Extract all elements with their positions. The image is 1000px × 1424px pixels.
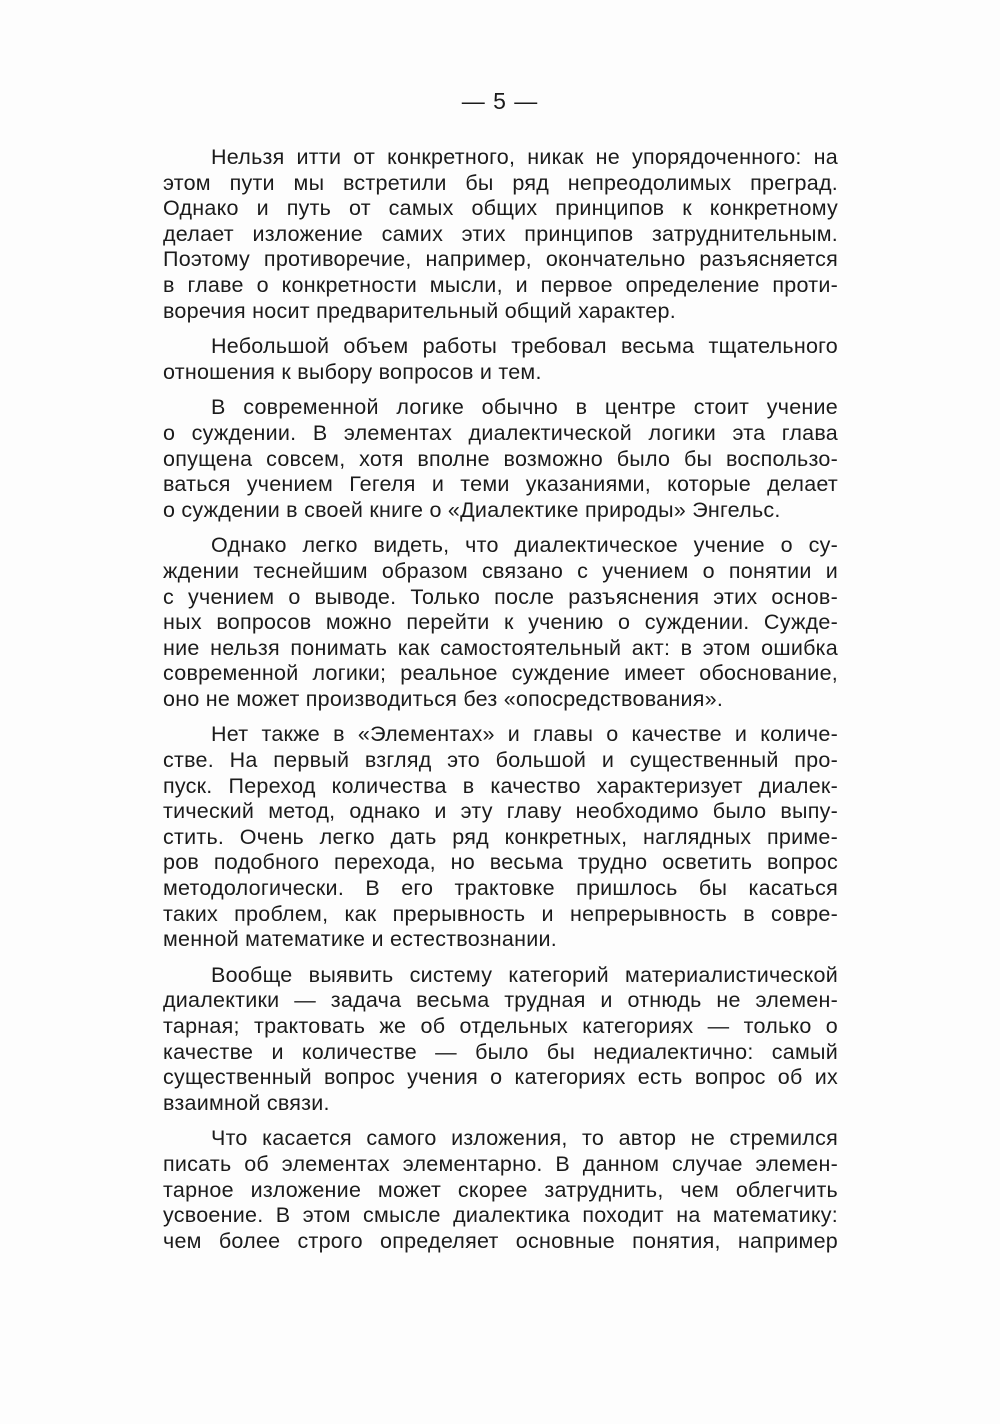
paragraph bbox=[163, 145, 838, 324]
page-number: — 5 — bbox=[461, 88, 539, 114]
text-line: пуск. Переход количества в качество характеризует диалек- bbox=[163, 773, 838, 798]
text-line: о суждении. В элементах диалектической логики эта глава bbox=[163, 420, 838, 445]
text-line: опущена совсем, хотя вполне возможно было бы воспользо- bbox=[163, 446, 838, 471]
text-line: отношения к выбору вопросов и тем. bbox=[163, 359, 542, 384]
paragraph-gap bbox=[163, 324, 838, 334]
text-line: Вообще выявить систему категорий материалистической bbox=[211, 962, 838, 987]
paragraph-gap bbox=[163, 385, 838, 395]
text-line: стить. Очень легко дать ряд конкретных, наглядных приме- bbox=[163, 824, 838, 849]
text-line: писать об элементах элементарно. В данном случае элемен- bbox=[163, 1151, 838, 1176]
paragraph bbox=[163, 334, 838, 385]
paragraph-gap bbox=[163, 953, 838, 963]
text-line: Нельзя итти от конкретного, никак не упорядоченного: на bbox=[211, 145, 838, 169]
paragraph bbox=[163, 395, 838, 523]
text-line: тарная; трактовать же об отдельных категориях — только о bbox=[163, 1014, 838, 1038]
text-line: взаимной связи. bbox=[163, 1090, 330, 1115]
text-line: таких проблем, как прерывность и непрерывность в совре- bbox=[163, 901, 838, 926]
paragraph bbox=[163, 1126, 838, 1254]
text-line: тарное изложение может скорее затруднить, чем облегчить bbox=[163, 1177, 838, 1202]
text-line: Нет также в «Элементах» и главы о качестве и количе- bbox=[211, 722, 838, 747]
text-line: современной логики; реальное суждение имеет обоснование, bbox=[163, 661, 838, 686]
text-line: чем более строго определяет основные понятия, например bbox=[163, 1228, 838, 1253]
text-line: делает изложение самих этих принципов затруднительным. bbox=[163, 221, 838, 246]
paragraph-gap bbox=[163, 523, 838, 533]
text-line: с учением о выводе. Только после разъяснения этих основ- bbox=[163, 584, 838, 609]
paragraph bbox=[163, 533, 838, 712]
text-line: ров подобного перехода, но весьма трудно осветить вопрос bbox=[163, 850, 838, 875]
body-text bbox=[163, 145, 838, 1254]
text-line: В современной логике обычно в центре стоит учение bbox=[211, 395, 838, 420]
text-line: Однако и путь от самых общих принципов к конкретному bbox=[163, 196, 838, 221]
text-line: стве. На первый взгляд это большой и существенный про- bbox=[163, 748, 838, 773]
text-line: воречия носит предварительный общий характер. bbox=[163, 298, 676, 323]
text-line: Поэтому противоречие, например, окончательно разъясняется bbox=[163, 247, 838, 272]
text-line: Однако легко видеть, что диалектическое учение о су- bbox=[211, 533, 838, 558]
text-line: менной математике и естествознании. bbox=[163, 927, 558, 952]
text-line: ждении теснейшим образом связано с учением о понятии и bbox=[163, 558, 838, 583]
paragraph bbox=[163, 722, 838, 952]
text-line: ных вопросов можно перейти к учению о суждении. Сужде- bbox=[163, 610, 838, 635]
text-line: диалектики — задача весьма трудная и отнюдь не элемен- bbox=[163, 988, 838, 1013]
text-line: методологически. В его трактовке пришлось бы касаться bbox=[163, 876, 838, 901]
text-line: о суждении в своей книге о «Диалектике природы» Энгельс. bbox=[163, 497, 781, 522]
text-line: ние нельзя понимать как самостоятельный акт: в этом ошибка bbox=[163, 635, 838, 660]
text-line: Небольшой объем работы требовал весьма тщательного bbox=[211, 334, 838, 359]
paragraph-gap bbox=[163, 1116, 838, 1126]
text-line: тический метод, однако и эту главу необходимо было выпу- bbox=[163, 799, 838, 824]
text-line: ваться учением Гегеля и теми указаниями, которые делает bbox=[163, 472, 838, 497]
text-line: существенный вопрос учения о категориях есть вопрос об их bbox=[163, 1065, 838, 1090]
paragraph-gap bbox=[163, 712, 838, 722]
text-line: этом пути мы встретили бы ряд непреодолимых преград. bbox=[163, 170, 838, 195]
paragraph bbox=[163, 963, 838, 1117]
text-line: оно не может производиться без «опосредствования». bbox=[163, 686, 724, 711]
text-line: усвоение. В этом смысле диалектика походит на математику: bbox=[163, 1203, 838, 1228]
text-line: в главе о конкретности мысли, и первое определение проти- bbox=[163, 272, 838, 297]
text-line: Что касается самого изложения, то автор не стремился bbox=[211, 1126, 838, 1151]
text-line: качестве и количестве — было бы недиалектично: самый bbox=[163, 1039, 838, 1064]
